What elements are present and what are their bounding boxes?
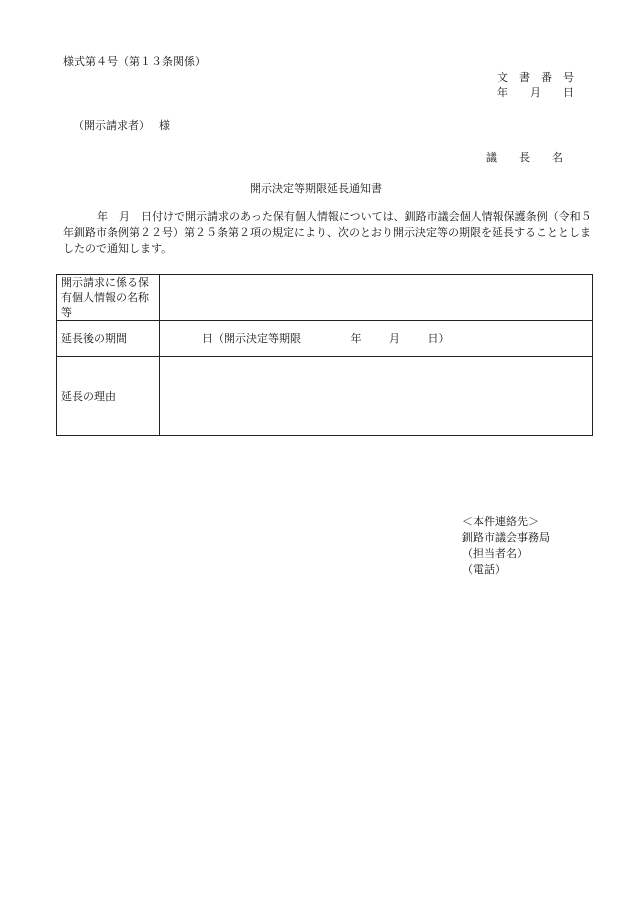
period-days: 日（開示決定等期限 [202,331,301,345]
period-month: 月 [389,331,400,345]
document-title: 開示決定等期限延長通知書 [250,182,382,195]
contact-office: 釧路市議会事務局 [462,531,550,544]
table-row [57,275,593,321]
form-reference: 様式第４号（第１３条関係） [63,55,206,68]
issuer-name: 議 長 名 [486,151,563,164]
contact-person: （担当者名） [462,547,528,560]
document-date: 年 月 日 [497,86,574,99]
period-year: 年 [350,331,362,345]
info-name-value [160,275,593,321]
period-day: 日） [427,331,450,345]
reason-label: 延長の理由 [57,357,160,436]
recipient: （開示請求者） 様 [73,119,170,132]
table-row [57,357,593,436]
reason-value [160,357,593,436]
period-label: 延長後の期間 [57,321,160,357]
info-name-label: 開示請求に係る保有個人情報の名称等 [57,275,160,321]
contact-phone: （電話） [462,563,506,576]
table-row [57,321,593,357]
extension-table [56,274,593,436]
period-value [160,321,593,357]
notice-body: 年 月 日付けで開示請求のあった保有個人情報については、釧路市議会個人情報保護条例（令和５年釧路市条例第２２号）第２５条第２項の規定により、次のとおり開示決定等の期限を延長することとしましたので通知します。 [63,210,592,255]
document-number: 文 書 番 号 [497,71,574,84]
contact-heading: ＜本件連絡先＞ [462,515,539,528]
